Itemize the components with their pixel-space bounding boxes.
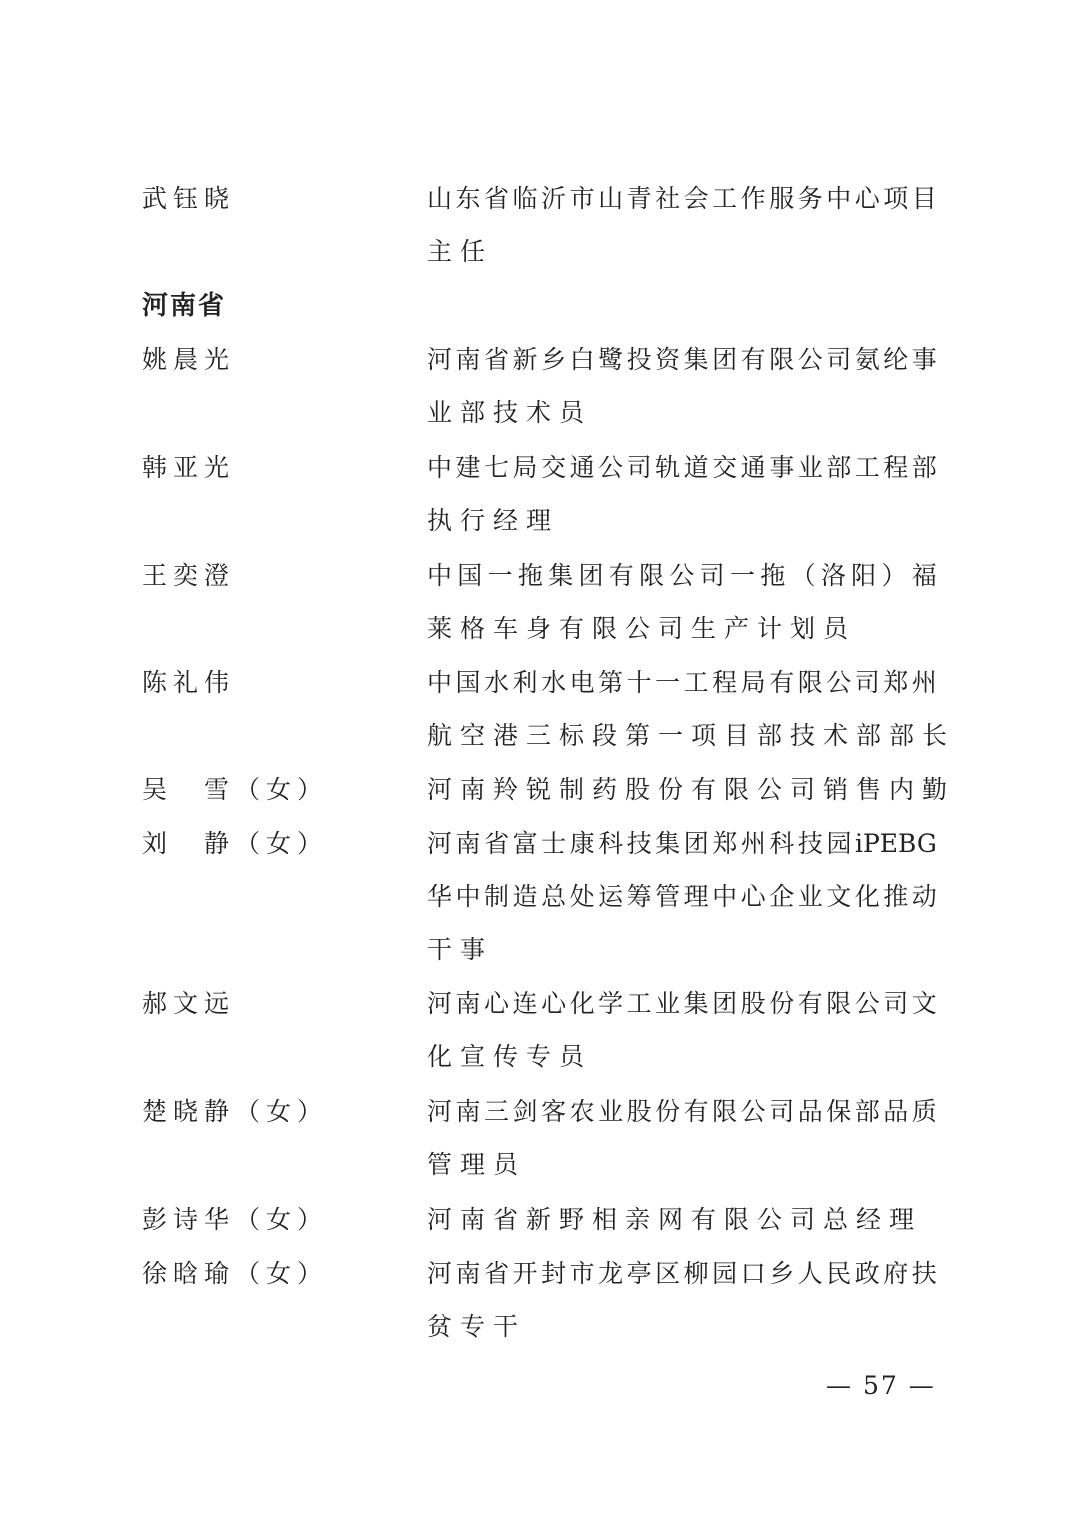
entry-name: 彭诗华（女） — [142, 1205, 329, 1234]
entry-name: 郝文远 — [142, 989, 236, 1018]
entry-detail-line: 莱格车身有限公司生产计划员 — [427, 614, 857, 643]
section-title: 河南省 — [142, 291, 227, 321]
entry-detail-line: 业部技术员 — [427, 398, 593, 427]
entry-name: 刘 静（女） — [142, 829, 329, 858]
entry-detail-line: 航空港三标段第一项目部技术部部长 — [427, 721, 956, 750]
entry-name: 楚晓静（女） — [142, 1097, 329, 1126]
entry-name: 王奕澄 — [142, 561, 236, 590]
entry-detail-line: 山 东 省 临 沂 市 山 青 社 会 工 作 服 务 中 心 项 目 — [427, 184, 937, 213]
entry-detail-line: 干事 — [427, 935, 494, 964]
entry-detail-line: 中 建 七 局 交 通 公 司 轨 道 交 通 事 业 部 工 程 部 — [427, 453, 937, 482]
entry-name: 徐晗瑜（女） — [142, 1259, 329, 1288]
entry-name: 陈礼伟 — [142, 668, 236, 697]
entry-detail-line: 华 中 制 造 总 处 运 筹 管 理 中 心 企 业 文 化 推 动 — [427, 882, 937, 911]
entry-detail-line: 执行经理 — [427, 506, 560, 535]
entry-name: 吴 雪（女） — [142, 775, 329, 804]
entry-name: 韩亚光 — [142, 453, 236, 482]
page-number: — 57 — — [826, 1371, 936, 1400]
entry-detail-line: 主任 — [427, 237, 494, 266]
entry-detail-line: 河 南 三 剑 客 农 业 股 份 有 限 公 司 品 保 部 品 质 — [427, 1097, 937, 1126]
entry-name: 姚晨光 — [142, 345, 236, 374]
entry-detail-line: 中 国 一 拖 集 团 有 限 公 司 一 拖 （ 洛 阳 ） 福 — [427, 561, 937, 590]
entry-detail-line: 中 国 水 利 水 电 第 十 一 工 程 局 有 限 公 司 郑 州 — [427, 668, 937, 697]
entry-detail-line: 河南羚锐制药股份有限公司销售内勤 — [427, 775, 956, 804]
entry-detail-line: 贫专干 — [427, 1312, 527, 1341]
entry-detail-line: 河 南 省 开 封 市 龙 亭 区 柳 园 口 乡 人 民 政 府 扶 — [427, 1259, 937, 1288]
entry-detail-line: 河 南 心 连 心 化 学 工 业 集 团 股 份 有 限 公 司 文 — [427, 989, 937, 1018]
entry-detail-line: 河南省新野相亲网有限公司总经理 — [427, 1205, 923, 1234]
entry-detail-line: 河 南 省 新 乡 白 鹭 投 资 集 团 有 限 公 司 氨 纶 事 — [427, 345, 937, 374]
entry-detail-line: 河 南 省 富 士 康 科 技 集 团 郑 州 科 技 园 iPEBG — [427, 829, 937, 858]
entry-detail-line: 管理员 — [427, 1150, 527, 1179]
entry-detail-line: 化宣传专员 — [427, 1042, 593, 1071]
entry-name: 武钰晓 — [142, 184, 236, 213]
